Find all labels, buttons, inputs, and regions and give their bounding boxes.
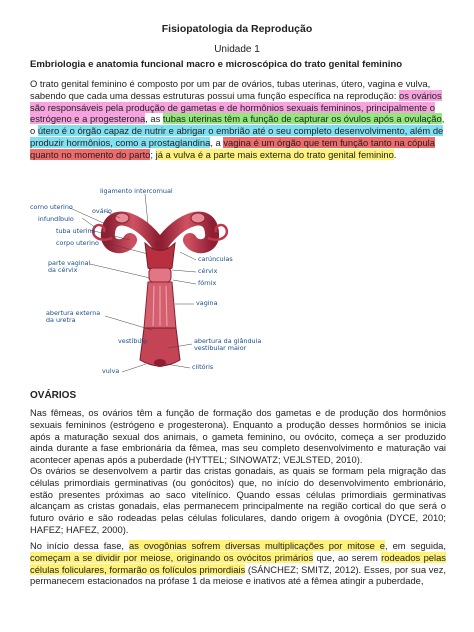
cervix-shape — [149, 268, 171, 282]
label-clitoris: clitóris — [192, 363, 214, 371]
highlight-utero: útero é o órgão capaz de nutrir e abrigar o embrião até o seu completo desenvolvimento, além de produzir hormônios, como a prostaglandina — [30, 125, 444, 148]
ovarios-p3-text-c: que, ao serem — [313, 551, 382, 563]
label-ligamento: ligamento intercornual — [100, 187, 173, 195]
unit-label: Unidade 1 — [214, 44, 260, 55]
label-carunculas: carúnculas — [198, 255, 233, 263]
highlight-ovarios: os ovários são responsáveis pela produção de gametas e de hormônios sexuais femininos, principalmente o estrógeno e a progesterona — [30, 89, 442, 125]
label-parte-vaginal: parte vaginal da cérvix — [48, 259, 91, 274]
highlight-meiose: começam a se dividir por meiose, originando os ovócitos primários — [30, 551, 314, 563]
reproductive-tract-illustration — [30, 188, 290, 378]
label-infundibulo: infundíbulo — [38, 215, 74, 223]
highlight-vulva: já a vulva é a parte mais externa do trato genital feminino — [155, 148, 394, 160]
label-abertura-glandula: abertura da glândula vestibular maior — [194, 337, 262, 352]
intro-paragraph — [30, 78, 446, 161]
label-ovario: ovário — [92, 207, 112, 215]
left-ovary — [115, 213, 129, 223]
ovarios-paragraph-2: Os ovários se desenvolvem a partir das cristas gonadais, as quais se formam pela migração das células primordiais germinativas (ou gonócitos) que, no início do desenvolvimento embrionário, estão presentes próximas ao saco vitelínico. Quando essas células primordiais germinativas alcançam as cristas gonadais, elas permanecem principalmente na região cortical do que será o futuro ovário e são rodeadas pelas células foliculares, dando origem à ovogônia (DYCE, 2010; HAFEZ; HAFEZ, 2000). — [30, 465, 446, 535]
right-ovary — [191, 213, 205, 223]
intro-text-5: ; — [150, 148, 156, 160]
label-corpo: corpo uterino — [56, 239, 99, 247]
label-vestibulo: vestíbulo — [118, 337, 148, 345]
document-title: Fisiopatologia da Reprodução — [161, 23, 313, 35]
highlight-vagina: vagina é um órgão que tem função tanto na cópula quanto no momento do parto — [30, 136, 435, 160]
label-vagina: vagina — [196, 299, 218, 307]
label-fornix: fórnix — [198, 279, 217, 287]
intro-text-6: . — [393, 148, 397, 160]
label-vulva: vulva — [102, 367, 120, 375]
label-abertura-uretra: abertura externa da uretra — [46, 309, 101, 324]
ovarios-p3-text-b: , em seguida, — [385, 540, 446, 551]
ovarios-p3-text-a: No início dessa fase, — [30, 540, 129, 551]
section-subtitle: Embriologia e anatomia funcional macro e microscópica do trato genital feminino — [30, 59, 403, 70]
intro-text-3: , o — [30, 113, 445, 137]
highlight-tubas: tubas uterinas têm a função de capturar os óvulos após a ovulação — [162, 113, 442, 125]
ovarios-paragraph-3 — [30, 540, 446, 587]
highlight-mitose: as ovogônias sofrem diversas multiplicações por mitose e — [128, 540, 386, 551]
left-uterine-horn — [108, 219, 158, 247]
label-cervix: cérvix — [198, 267, 218, 275]
right-uterine-horn — [162, 219, 212, 247]
clitoris-shape — [154, 359, 166, 367]
label-corno: corno uterino — [30, 203, 73, 211]
ovarios-p3-text-d: (SÁNCHEZ; SMITZ, 2012). Esses, por sua vez, permanecem estacionados na prófase 1 da meiose e inativos até a fêmea atingir a puberdade, — [30, 563, 446, 587]
ovarios-paragraph-1: Nas fêmeas, os ovários têm a função de formação dos gametas e de produção dos hormônios sexuais femininos (estrógeno e progesterona). Enquanto a produção desses hormônios se inicia após a maturação sexual dos animais, o gameta feminino, ou ovócito, começa a ser produzido ainda durante a fase embrionária da fêmea, mas seu completo desenvolvimento e maturação vai acontecer apenas após a puberdade (HYTTEL; SINOWATZ; VEJLSTED, 2010). — [30, 407, 446, 466]
intro-text-4: , a — [210, 136, 224, 148]
intro-text-2: , as — [145, 113, 163, 125]
label-tuba: tuba uterina — [56, 227, 96, 235]
intro-text-1: O trato genital feminino é composto por um par de ovários, tubas uterinas, útero, vagina e vulva, sabendo que cada uma dessas estruturas possui uma função específica na reprodução: — [30, 78, 431, 101]
highlight-foliculos: rodeados pelas células foliculares, formarão os folículos primordiais — [30, 551, 446, 575]
section-heading-ovarios: OVÁRIOS — [30, 390, 77, 401]
